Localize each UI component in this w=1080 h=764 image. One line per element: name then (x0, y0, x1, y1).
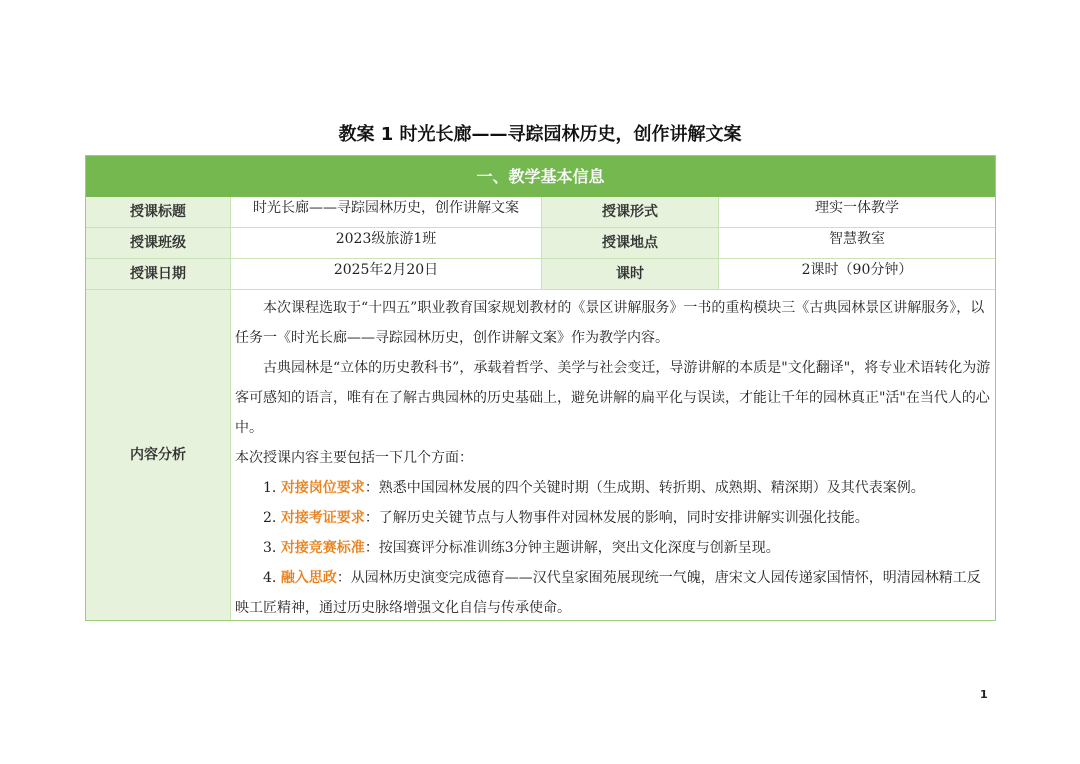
value-date: 2025年2月20日 (231, 259, 542, 290)
lesson-info-table (85, 155, 996, 621)
content-list-item: 4. 融入思政：从园林历史演变完成德育——汉代皇家囿苑展现统一气魄，唐宋文人园传递家国情怀，明清园林精工反映工匠精神，通过历史脉络增强文化自信与传承使命。 (235, 570, 981, 616)
content-list-item: 2. 对接考证要求：了解历史关键节点与人物事件对园林发展的影响，同时安排讲解实训强化技能。 (263, 510, 869, 526)
content-paragraph-1: 本次课程选取于“十四五”职业教育国家规划教材的《景区讲解服务》一书的重构模块三《古典园林景区讲解服务》，以任务一《时光长廊——寻踪园林历史，创作讲解文案》作为教学内容。 (235, 300, 985, 346)
label-location: 授课地点 (542, 228, 719, 259)
label-date: 授课日期 (86, 259, 231, 290)
label-hours: 课时 (542, 259, 719, 290)
section-header: 一、教学基本信息 (86, 156, 995, 197)
content-analysis-body (231, 290, 995, 620)
content-paragraph-2: 古典园林是“立体的历史教科书”，承载着哲学、美学与社会变迁，导游讲解的本质是"文化翻译"，将专业术语转化为游客可感知的语言，唯有在了解古典园林的历史基础上，避免讲解的扁平化与误读，才能让千年的园林真正"活"在当代人的心中。 (235, 360, 991, 436)
value-hours: 2课时（90分钟） (719, 259, 995, 290)
value-course-title: 时光长廊——寻踪园林历史，创作讲解文案 (231, 197, 542, 228)
value-teaching-form: 理实一体教学 (719, 197, 995, 228)
label-class: 授课班级 (86, 228, 231, 259)
label-content-analysis: 内容分析 (86, 290, 231, 620)
content-paragraph-3: 本次授课内容主要包括一下几个方面： (235, 450, 473, 466)
label-teaching-form: 授课形式 (542, 197, 719, 228)
label-course-title: 授课标题 (86, 197, 231, 228)
value-class: 2023级旅游1班 (231, 228, 542, 259)
page-number: 1 (980, 688, 988, 701)
document-title: 教案 1 时光长廊——寻踪园林历史，创作讲解文案 (338, 124, 742, 145)
content-list-item: 3. 对接竞赛标准：按国赛评分标准训练3分钟主题讲解，突出文化深度与创新呈现。 (263, 540, 780, 556)
content-list-item: 1. 对接岗位要求：熟悉中国园林发展的四个关键时期（生成期、转折期、成熟期、精深期）及其代表案例。 (263, 480, 925, 496)
value-location: 智慧教室 (719, 228, 995, 259)
